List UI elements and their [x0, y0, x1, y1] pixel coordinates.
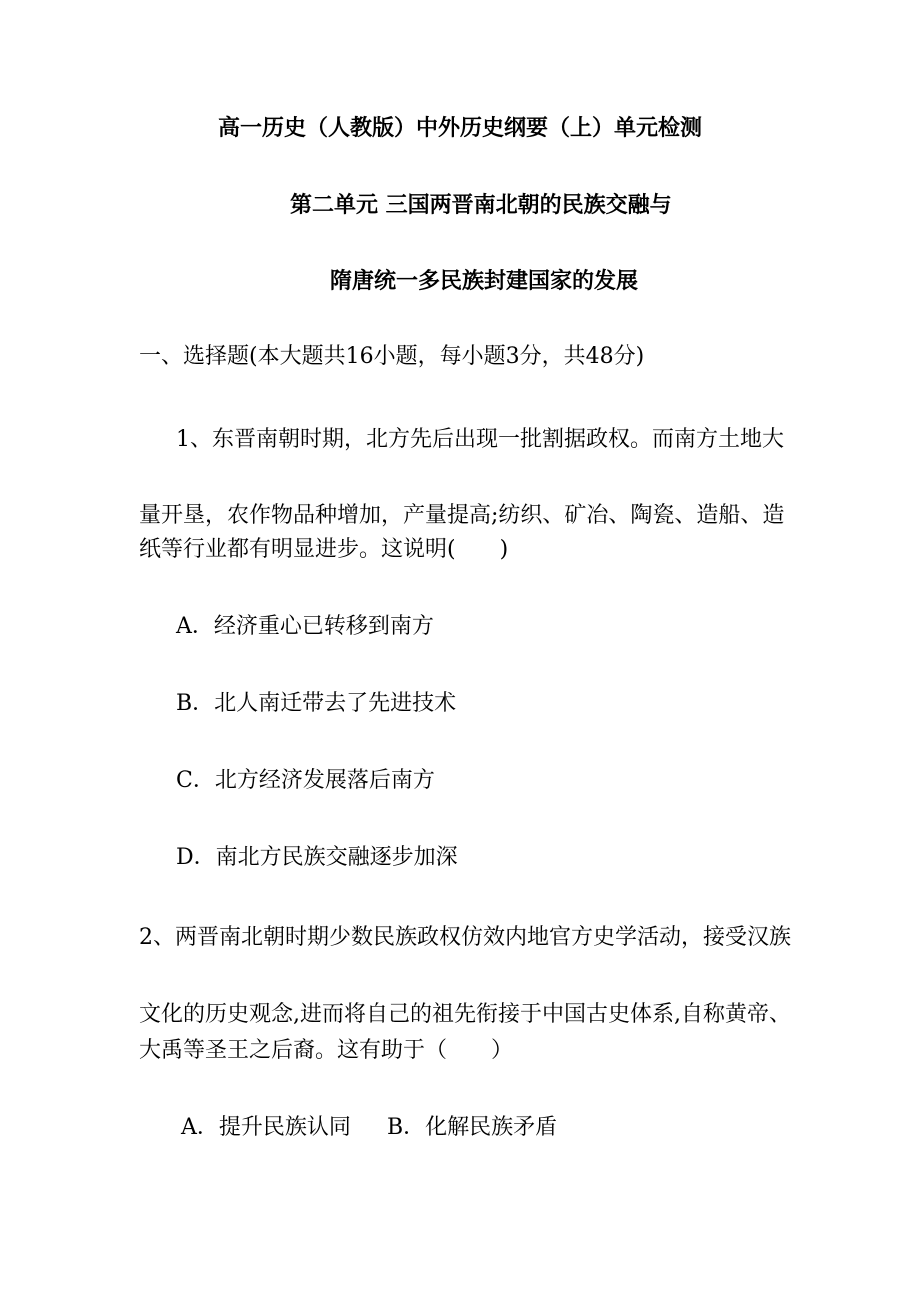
question-2-line-1: 2、两晋南北朝时期少数民族政权仿效内地官方史学活动，接受汉族 — [139, 925, 791, 950]
question-2-option-b: B．化解民族矛盾 — [387, 1115, 558, 1140]
question-2-option-a: A．提升民族认同 — [181, 1115, 351, 1140]
question-1-option-a: A．经济重心已转移到南方 — [176, 614, 434, 639]
question-1-line-2: 量开垦，农作物品种增加，产量提高;纺织、矿冶、陶瓷、造船、造 — [139, 503, 785, 528]
question-1-line-1: 1、东晋南朝时期，北方先后出现一批割据政权。而南方土地大 — [176, 427, 784, 452]
question-1-option-b: B．北人南迁带去了先进技术 — [176, 691, 457, 716]
unit-title: 第二单元 三国两晋南北朝的民族交融与 — [290, 192, 672, 218]
question-1-line-3: 纸等行业都有明显进步。这说明( ) — [139, 537, 509, 562]
question-2-line-2: 文化的历史观念,进而将自己的祖先衔接于中国古史体系,自称黄帝、 — [139, 1002, 791, 1027]
section-heading: 一、选择题(本大题共16小题，每小题3分，共48分) — [139, 344, 645, 369]
question-2-line-3: 大禹等圣王之后裔。这有助于（ ） — [139, 1038, 514, 1063]
unit-subtitle: 隋唐统一多民族封建国家的发展 — [330, 268, 639, 294]
doc-title: 高一历史（人教版）中外历史纲要（上）单元检测 — [218, 115, 703, 141]
question-1-option-d: D．南北方民族交融逐步加深 — [176, 845, 458, 870]
question-1-option-c: C．北方经济发展落后南方 — [176, 768, 435, 793]
